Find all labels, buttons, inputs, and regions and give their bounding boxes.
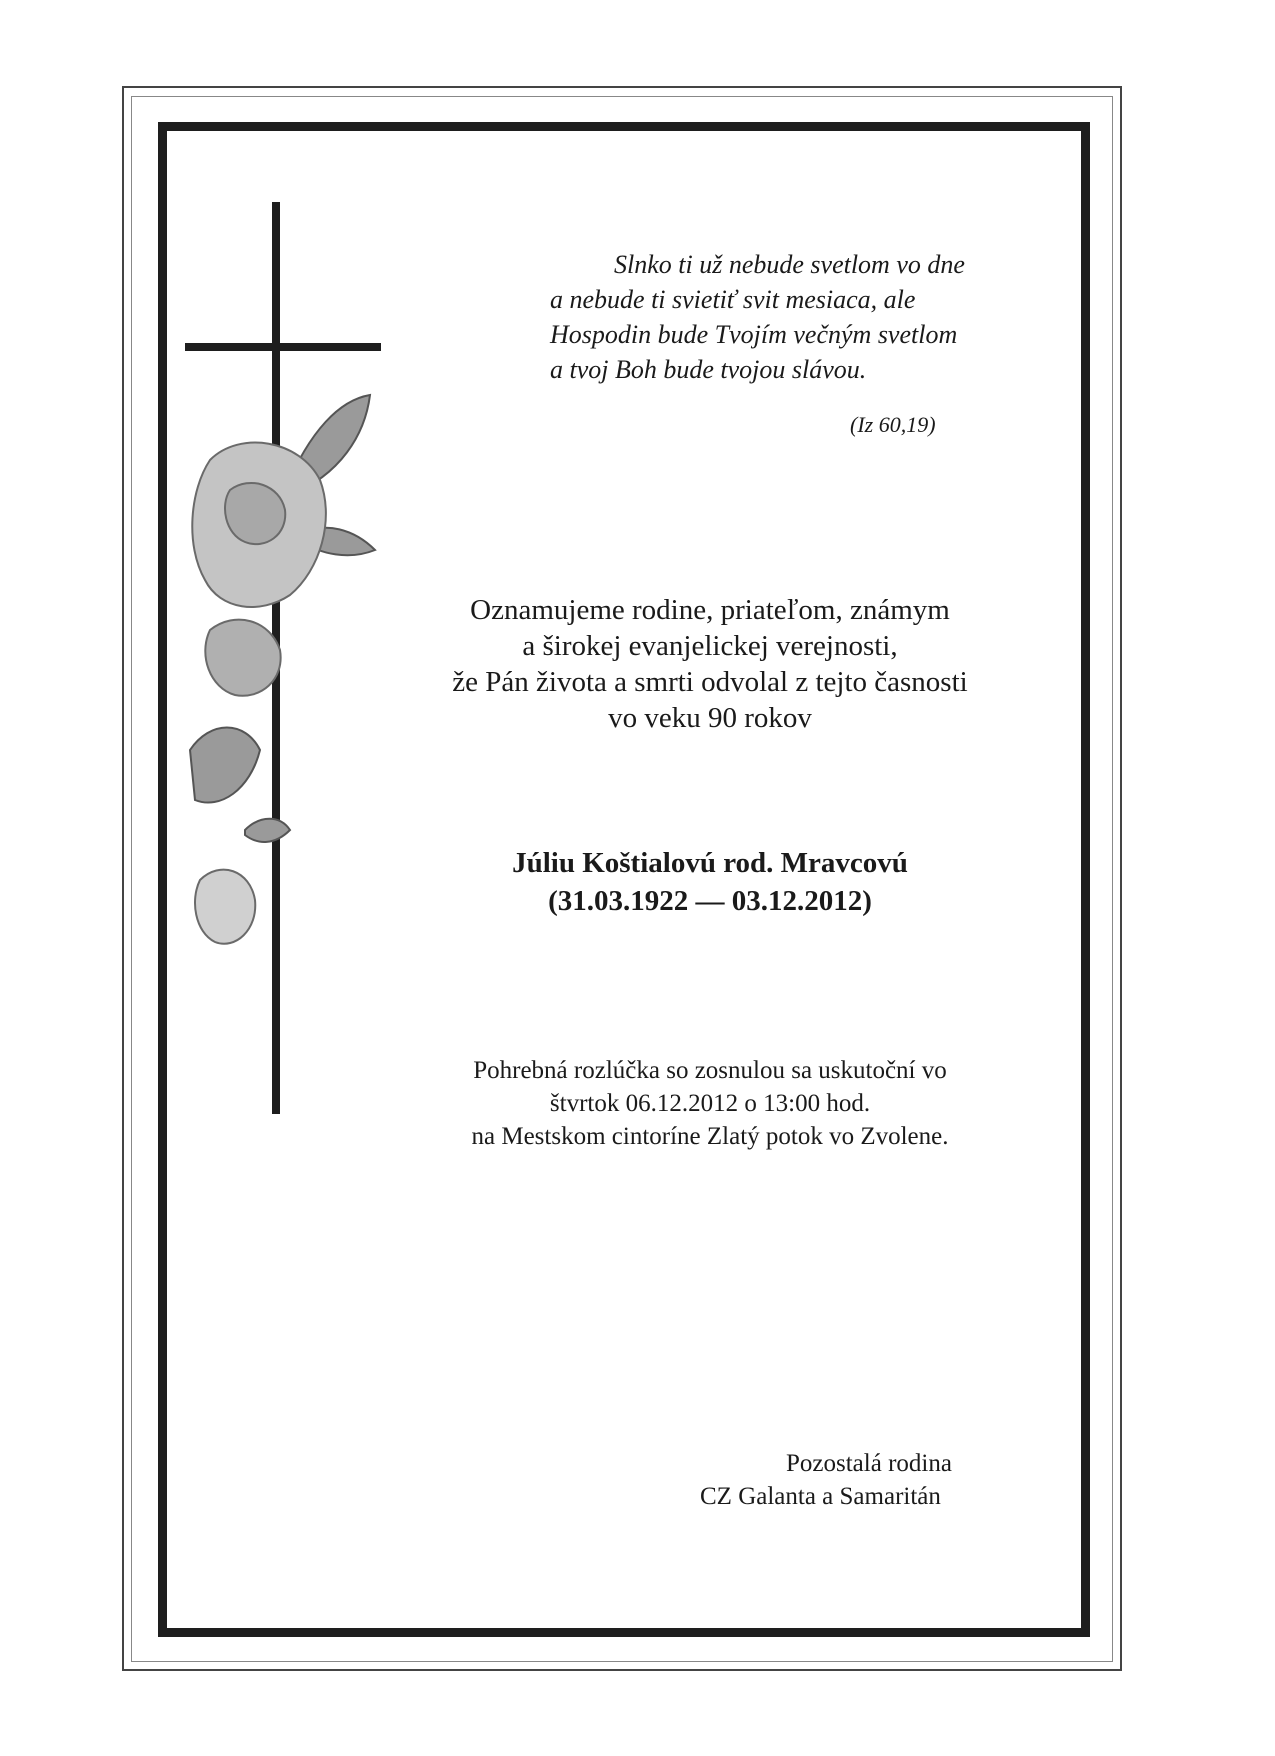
ceremony-line: na Mestskom cintoríne Zlatý potok vo Zvolene. <box>471 1123 949 1150</box>
signature-line: Pozostalá rodina <box>786 1450 952 1477</box>
ceremony-info <box>420 1054 1000 1153</box>
ceremony-line: štvrtok 06.12.2012 o 13:00 hod. <box>549 1090 871 1117</box>
announcement-line: že Pán života a smrti odvolal z tejto časnosti <box>452 666 968 698</box>
quote-line: Hospodin bude Tvojím večným svetlom <box>550 320 958 349</box>
quote-line: a tvoj Boh bude tvojou slávou. <box>550 355 867 384</box>
bible-quote <box>550 247 1010 387</box>
deceased-block <box>430 844 990 920</box>
quote-reference: (Iz 60,19) <box>850 412 936 437</box>
signature-block <box>700 1447 1060 1513</box>
deceased-name: Júliu Koštialovú rod. Mravcovú <box>512 847 908 879</box>
quote-line: a nebude ti svietiť svit mesiaca, ale <box>550 285 916 314</box>
rose-icon <box>192 443 326 944</box>
signature-line: CZ Galanta a Samaritán <box>700 1483 941 1510</box>
cross-with-rose <box>150 190 410 1150</box>
announcement-line: vo veku 90 rokov <box>608 702 812 734</box>
announcement-line: a širokej evanjelickej verejnosti, <box>522 630 898 662</box>
announcement-line: Oznamujeme rodine, priateľom, známym <box>470 594 950 626</box>
announcement <box>400 592 1020 736</box>
ceremony-line: Pohrebná rozlúčka so zosnulou sa uskutoční vo <box>473 1057 947 1084</box>
quote-line: Slnko ti už nebude svetlom vo dne <box>614 250 965 279</box>
deceased-dates: (31.03.1922 — 03.12.2012) <box>548 885 872 917</box>
